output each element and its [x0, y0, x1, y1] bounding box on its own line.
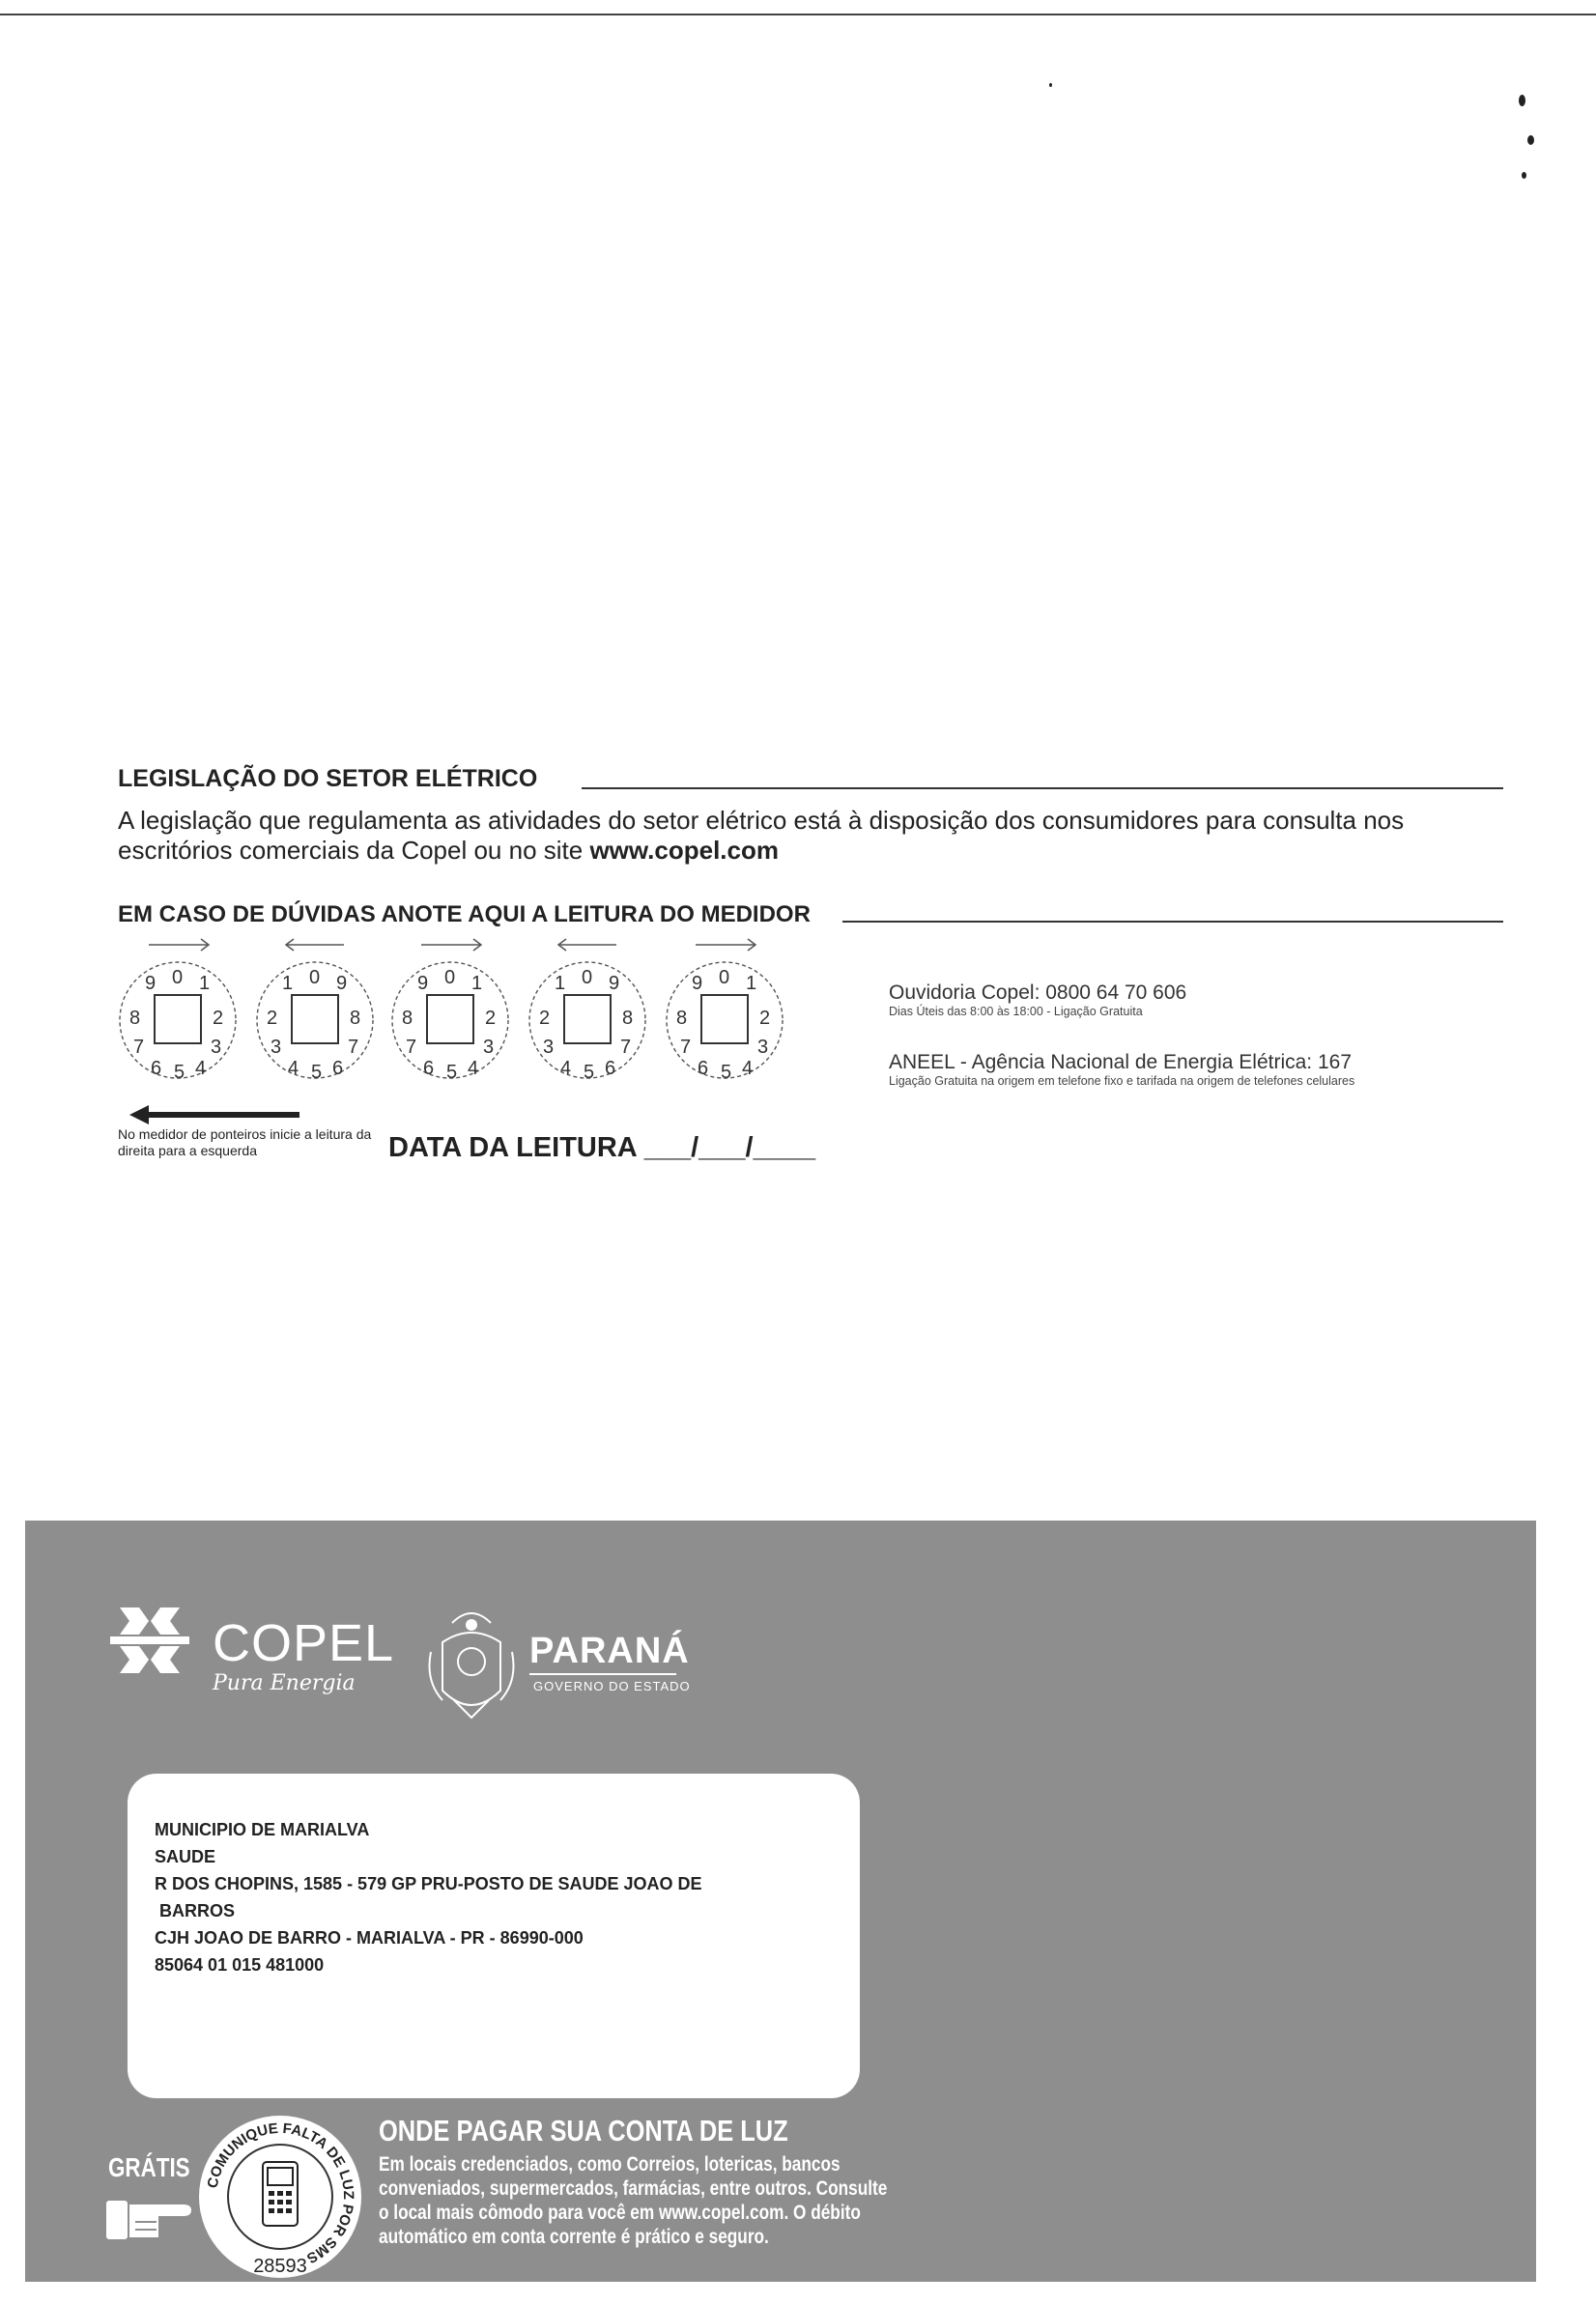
- svg-text:5: 5: [584, 1062, 595, 1083]
- copel-logo-icon: [110, 1604, 199, 1683]
- parana-wordmark: PARANÁ: [529, 1631, 690, 1671]
- address-line: BARROS: [159, 1901, 236, 1920]
- svg-text:1: 1: [471, 973, 483, 994]
- scan-speck: [1519, 95, 1525, 106]
- address-line: SAUDE: [155, 1847, 216, 1866]
- onde-pagar-line: o local mais cômodo para você em www.copel.com. O débito: [379, 2202, 861, 2224]
- address-line: MUNICIPIO DE MARIALVA: [155, 1820, 370, 1839]
- aneel-contact: [889, 1051, 1382, 1089]
- data-leitura-blank: ___/___/____: [643, 1132, 816, 1163]
- meter-reading-note: No medidor de ponteiros inicie a leitura da direita para a esquerda: [118, 1126, 372, 1158]
- legislacao-title-rule: [582, 787, 1503, 789]
- ouvidoria-contact: [889, 981, 1186, 1019]
- onde-pagar-line: Em locais credenciados, como Correios, lotericas, bancos: [379, 2153, 841, 2176]
- svg-text:1: 1: [746, 973, 757, 994]
- onde-pagar-text: [379, 2152, 901, 2249]
- svg-text:5: 5: [311, 1062, 323, 1083]
- svg-text:0: 0: [172, 967, 184, 988]
- scan-speck: [1049, 83, 1052, 87]
- svg-text:0: 0: [582, 967, 593, 988]
- svg-text:6: 6: [332, 1058, 344, 1079]
- onde-pagar-title: ONDE PAGAR SUA CONTA DE LUZ: [379, 2114, 788, 2148]
- onde-pagar-line: automático em conta corrente é prático e seguro.: [379, 2226, 769, 2248]
- leitura-title: EM CASO DE DÚVIDAS ANOTE AQUI A LEITURA DO MEDIDOR: [118, 901, 811, 927]
- svg-text:9: 9: [336, 973, 348, 994]
- svg-text:1: 1: [555, 973, 566, 994]
- svg-text:7: 7: [406, 1037, 417, 1058]
- sms-number: 28593: [253, 2256, 307, 2277]
- aneel-phone: ANEEL - Agência Nacional de Energia Elétrica: 167: [889, 1051, 1353, 1073]
- leitura-title-rule: [842, 921, 1503, 923]
- svg-text:4: 4: [468, 1058, 479, 1079]
- svg-text:6: 6: [698, 1058, 709, 1079]
- address-line: 85064 01 015 481000: [155, 1955, 325, 1975]
- svg-text:2: 2: [213, 1008, 224, 1029]
- svg-text:4: 4: [560, 1058, 572, 1079]
- legislacao-title: LEGISLAÇÃO DO SETOR ELÉTRICO: [118, 765, 538, 792]
- ouvidoria-phone: Ouvidoria Copel: 0800 64 70 606: [889, 981, 1187, 1004]
- svg-text:3: 3: [543, 1037, 555, 1058]
- sms-ring-text: COMUNIQUE FALTA DE LUZ POR SMS: [204, 2119, 357, 2267]
- svg-text:1: 1: [199, 973, 211, 994]
- svg-text:5: 5: [721, 1062, 732, 1083]
- svg-text:7: 7: [680, 1037, 692, 1058]
- svg-text:0: 0: [444, 967, 456, 988]
- gratis-label: GRÁTIS: [108, 2152, 190, 2182]
- pointing-hand-icon: [106, 2191, 193, 2245]
- svg-text:3: 3: [483, 1037, 495, 1058]
- copel-site-link[interactable]: www.copel.com: [589, 836, 779, 865]
- data-leitura-field[interactable]: [388, 1132, 815, 1164]
- address-window: [128, 1774, 860, 2098]
- aneel-note: Ligação Gratuita na origem em telefone fixo e tarifada na origem de telefones celulares: [889, 1074, 1355, 1088]
- svg-text:7: 7: [133, 1037, 145, 1058]
- svg-text:2: 2: [539, 1008, 551, 1029]
- parana-rule: [529, 1673, 676, 1675]
- svg-text:4: 4: [288, 1058, 299, 1079]
- legislacao-body: A legislação que regulamenta as atividades do setor elétrico está à disposição dos consumidores para consulta nos escritórios comerciais da Copel ou no site: [118, 806, 1405, 865]
- onde-pagar-line: conveniados, supermercados, farmácias, entre outros. Consulte: [379, 2177, 888, 2200]
- svg-text:0: 0: [309, 967, 321, 988]
- svg-text:9: 9: [692, 973, 703, 994]
- legislacao-text: [118, 806, 1519, 866]
- top-border-line: [0, 14, 1596, 15]
- svg-text:3: 3: [211, 1037, 222, 1058]
- svg-text:1: 1: [282, 973, 294, 994]
- ouvidoria-hours: Dias Úteis das 8:00 às 18:00 - Ligação Gratuita: [889, 1005, 1143, 1018]
- svg-text:3: 3: [757, 1037, 769, 1058]
- svg-text:9: 9: [417, 973, 429, 994]
- svg-text:8: 8: [676, 1008, 688, 1029]
- svg-text:8: 8: [350, 1008, 361, 1029]
- svg-text:6: 6: [605, 1058, 616, 1079]
- svg-text:9: 9: [609, 973, 620, 994]
- svg-text:3: 3: [271, 1037, 282, 1058]
- address-line: CJH JOAO DE BARRO - MARIALVA - PR - 86990-000: [155, 1928, 584, 1948]
- svg-text:2: 2: [485, 1008, 497, 1029]
- svg-text:7: 7: [620, 1037, 632, 1058]
- scan-speck: [1527, 135, 1534, 145]
- svg-text:9: 9: [145, 973, 157, 994]
- sms-badge: [193, 2110, 367, 2284]
- svg-text:6: 6: [423, 1058, 435, 1079]
- recipient-address: [155, 1816, 702, 1978]
- governo-do-estado-label: GOVERNO DO ESTADO: [533, 1679, 691, 1693]
- svg-text:5: 5: [174, 1062, 185, 1083]
- svg-text:0: 0: [719, 967, 730, 988]
- svg-text:8: 8: [129, 1008, 141, 1029]
- svg-text:8: 8: [402, 1008, 413, 1029]
- address-line: R DOS CHOPINS, 1585 - 579 GP PRU-POSTO DE SAUDE JOAO DE: [155, 1874, 702, 1893]
- svg-text:6: 6: [151, 1058, 162, 1079]
- scan-speck: [1522, 172, 1526, 179]
- svg-text:4: 4: [195, 1058, 207, 1079]
- svg-text:4: 4: [742, 1058, 754, 1079]
- copel-wordmark: COPEL: [213, 1614, 395, 1672]
- svg-text:7: 7: [348, 1037, 359, 1058]
- svg-text:2: 2: [759, 1008, 771, 1029]
- svg-text:2: 2: [267, 1008, 278, 1029]
- svg-text:5: 5: [446, 1062, 458, 1083]
- parana-coat-of-arms-icon: [423, 1604, 520, 1729]
- svg-text:8: 8: [622, 1008, 634, 1029]
- data-leitura-label: DATA DA LEITURA: [388, 1132, 637, 1163]
- copel-tagline: Pura Energia: [213, 1671, 356, 1695]
